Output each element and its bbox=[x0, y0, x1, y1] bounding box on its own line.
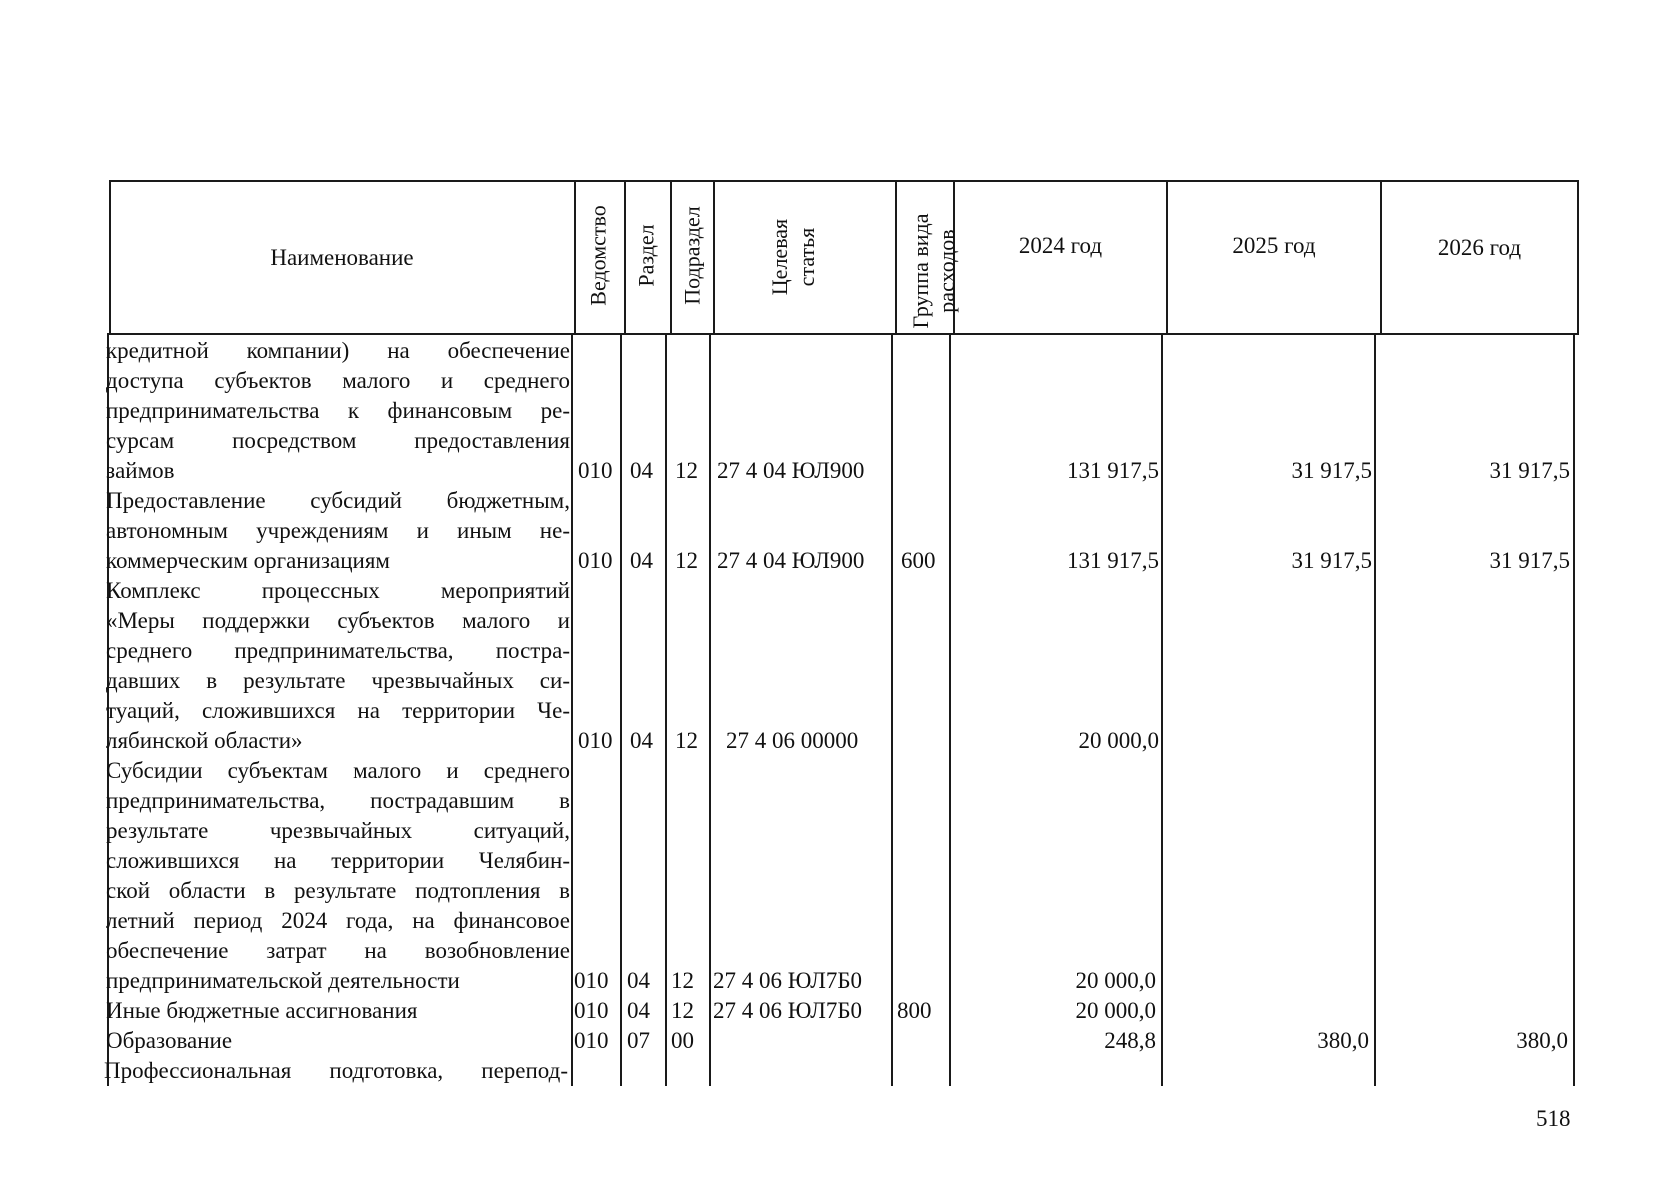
cell-2024: 131 917,5 bbox=[1067, 458, 1159, 483]
header-celevaya-line1: Целевая bbox=[767, 218, 792, 296]
col-border bbox=[624, 180, 626, 335]
col-border bbox=[571, 333, 573, 1086]
row-name-line: ской области в результате подтопления в bbox=[106, 878, 570, 903]
row-name-line: займов bbox=[106, 458, 175, 483]
cell-vedomstvo: 010 bbox=[574, 968, 609, 993]
row-name-line: среднего предпринимательства, постра- bbox=[106, 638, 570, 663]
cell-vedomstvo: 010 bbox=[578, 458, 613, 483]
cell-2025: 31 917,5 bbox=[1291, 548, 1372, 573]
row-name-line: доступа субъектов малого и среднего bbox=[106, 368, 570, 393]
cell-razdel: 04 bbox=[630, 728, 653, 753]
cell-gruppa: 800 bbox=[897, 998, 932, 1023]
cell-celevaya: 27 4 04 ЮЛ900 bbox=[717, 548, 865, 573]
header-vedomstvo: Ведомство bbox=[585, 205, 611, 306]
cell-podrazdel: 12 bbox=[671, 968, 694, 993]
header-bottom-border bbox=[109, 333, 1579, 335]
cell-2026: 380,0 bbox=[1516, 1028, 1568, 1053]
row-name-line: Иные бюджетные ассигнования bbox=[106, 998, 418, 1023]
col-border bbox=[1161, 333, 1163, 1086]
header-gruppa-line1: Группа вида bbox=[908, 213, 933, 329]
cell-2024: 20 000,0 bbox=[1075, 968, 1156, 993]
row-name-line: обеспечение затрат на возобновление bbox=[106, 938, 570, 963]
header-2026 bbox=[1382, 182, 1577, 312]
header-2026-label: 2026 год bbox=[1437, 234, 1522, 260]
row-name-line: «Меры поддержки субъектов малого и bbox=[106, 608, 570, 633]
col-border bbox=[1573, 333, 1575, 1086]
cell-podrazdel: 12 bbox=[671, 998, 694, 1023]
header-podrazdel: Подраздел bbox=[679, 206, 705, 305]
row-name-line: результате чрезвычайных ситуаций, bbox=[106, 818, 570, 843]
cell-razdel: 07 bbox=[627, 1028, 650, 1053]
header-name-label: Наименование bbox=[270, 244, 414, 270]
cell-2026: 31 917,5 bbox=[1489, 458, 1570, 483]
header-gruppa-line2: расходов bbox=[934, 229, 959, 313]
page-number: 518 bbox=[1536, 1106, 1571, 1131]
cell-vedomstvo: 010 bbox=[578, 728, 613, 753]
header-2024 bbox=[955, 182, 1166, 308]
cell-celevaya: 27 4 06 ЮЛ7Б0 bbox=[713, 998, 863, 1023]
cell-podrazdel: 12 bbox=[675, 548, 698, 573]
col-border bbox=[1374, 333, 1376, 1086]
col-border bbox=[949, 333, 951, 1086]
row-name-line: Профессиональная подготовка, перепод- bbox=[104, 1058, 568, 1083]
header-razdel: Раздел bbox=[633, 224, 659, 287]
cell-razdel: 04 bbox=[627, 968, 650, 993]
cell-razdel: 04 bbox=[630, 548, 653, 573]
cell-podrazdel: 00 bbox=[671, 1028, 694, 1053]
cell-podrazdel: 12 bbox=[675, 728, 698, 753]
col-border bbox=[620, 333, 622, 1086]
header-celevaya-line2: статья bbox=[794, 227, 819, 287]
cell-vedomstvo: 010 bbox=[574, 998, 609, 1023]
cell-2025: 380,0 bbox=[1317, 1028, 1369, 1053]
row-name-line: предпринимательской деятельности bbox=[106, 968, 460, 993]
cell-2024: 248,8 bbox=[1104, 1028, 1156, 1053]
cell-razdel: 04 bbox=[630, 458, 653, 483]
row-name-line: Комплекс процессных мероприятий bbox=[106, 578, 570, 603]
col-border bbox=[891, 333, 893, 1086]
row-name-line: Субсидии субъектам малого и среднего bbox=[106, 758, 570, 783]
row-name-line: туаций, сложившихся на территории Че- bbox=[106, 698, 570, 723]
row-name-line: Предоставление субсидий бюджетным, bbox=[106, 488, 570, 513]
cell-celevaya: 27 4 06 00000 bbox=[726, 728, 859, 753]
row-name-line: давших в результате чрезвычайных си- bbox=[106, 668, 570, 693]
col-border bbox=[713, 180, 715, 335]
col-border bbox=[709, 333, 711, 1086]
cell-razdel: 04 bbox=[627, 998, 650, 1023]
col-border bbox=[574, 180, 576, 335]
row-name-line: летний период 2024 года, на финансовое bbox=[106, 908, 570, 933]
cell-podrazdel: 12 bbox=[675, 458, 698, 483]
row-name-line: лябинской области» bbox=[106, 728, 303, 753]
cell-celevaya: 27 4 04 ЮЛ900 bbox=[717, 458, 865, 483]
row-name-line: автономным учреждениям и иным не- bbox=[106, 518, 570, 543]
row-name-line: Образование bbox=[106, 1028, 233, 1053]
header-celevaya bbox=[766, 207, 820, 307]
cell-2024: 20 000,0 bbox=[1075, 998, 1156, 1023]
cell-gruppa: 600 bbox=[901, 548, 936, 573]
row-name-line: коммерческим организациям bbox=[106, 548, 390, 573]
cell-2024: 20 000,0 bbox=[1078, 728, 1159, 753]
cell-celevaya: 27 4 06 ЮЛ7Б0 bbox=[713, 968, 863, 993]
col-border bbox=[665, 333, 667, 1086]
header-gruppa bbox=[908, 196, 960, 346]
row-name-line: сложившихся на территории Челябин- bbox=[106, 848, 570, 873]
cell-2026: 31 917,5 bbox=[1489, 548, 1570, 573]
header-2025 bbox=[1168, 182, 1380, 308]
row-name-line: кредитной компании) на обеспечение bbox=[106, 338, 570, 363]
col-border bbox=[670, 180, 672, 335]
header-name bbox=[110, 182, 574, 332]
row-name-line: предпринимательства к финансовым ре- bbox=[106, 398, 570, 423]
cell-vedomstvo: 010 bbox=[574, 1028, 609, 1053]
col-border bbox=[1577, 180, 1579, 335]
row-name-line: предпринимательства, пострадавшим в bbox=[106, 788, 570, 813]
cell-2025: 31 917,5 bbox=[1291, 458, 1372, 483]
header-2024-label: 2024 год bbox=[1018, 232, 1103, 258]
header-2025-label: 2025 год bbox=[1232, 232, 1316, 258]
cell-vedomstvo: 010 bbox=[578, 548, 613, 573]
cell-2024: 131 917,5 bbox=[1067, 548, 1159, 573]
row-name-line: сурсам посредством предоставления bbox=[106, 428, 570, 453]
col-border bbox=[895, 180, 897, 335]
